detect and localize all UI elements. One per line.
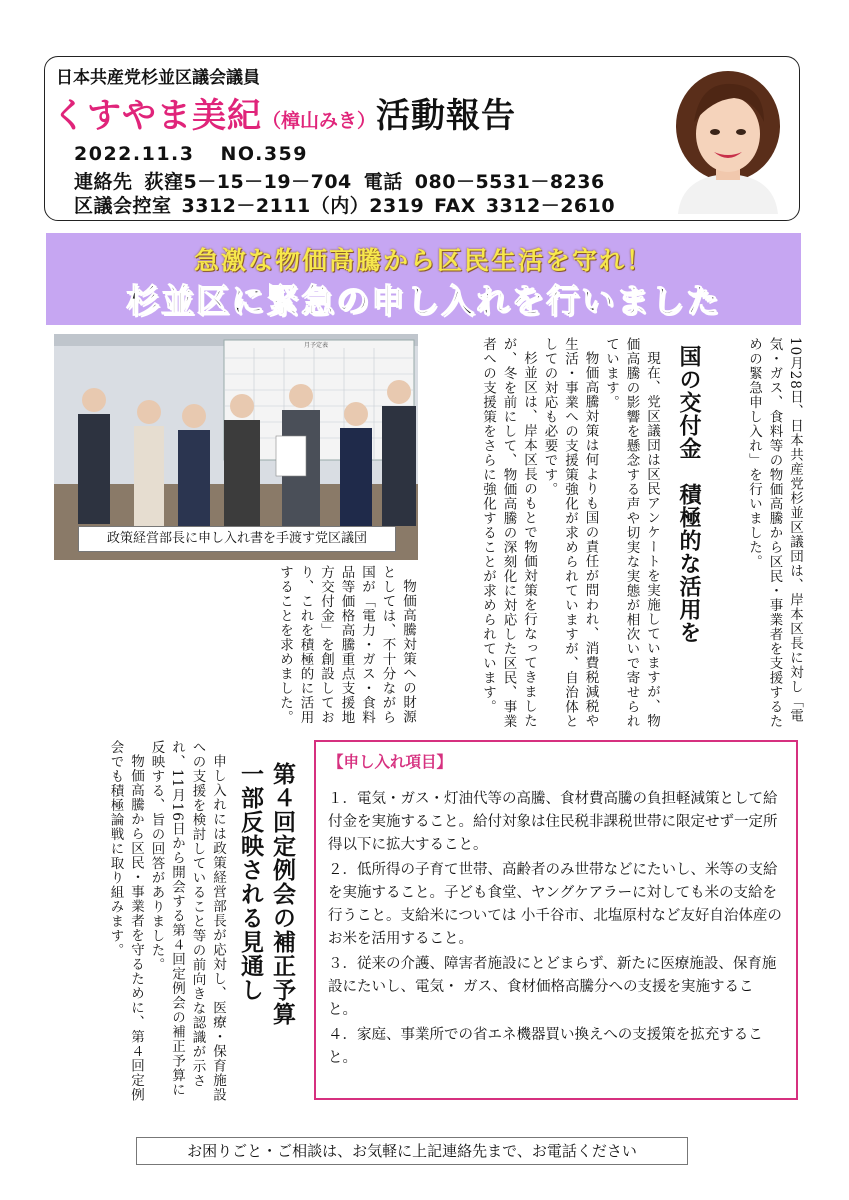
fax-number: 3312－2610 xyxy=(485,195,616,217)
issue-line xyxy=(74,143,334,165)
demand-item-1: １．電気・ガス・灯油代等の高騰、食材費高騰の負担軽減策として給付金を実施すること。給付対象は住民税非課税世帯に限定せず一定所得以下に拡大すること。 xyxy=(328,791,778,853)
banner-headline: 杉並区に緊急の申し入れを行いました xyxy=(126,281,721,320)
article1-intro xyxy=(705,337,805,729)
contact-line xyxy=(74,167,617,194)
issue-number: NO.359 xyxy=(220,143,308,165)
demand-item-2: ２．低所得の子育て世帯、高齢者のみ世帯などにたいし、米等の支給を実施すること。子ども食堂、ヤングケアラーに対しても米の支給を行うこと。支給米については 小千谷市、北塩原村など友好自治体産のお米を活用すること。 xyxy=(328,862,782,947)
phone-number: 080－5531－8236 xyxy=(414,171,605,193)
article2-heading-line-2: 一部反映される見通し xyxy=(237,762,263,1002)
banner-subheadline: 急激な物価高騰から区民生活を守れ！ xyxy=(193,246,653,275)
office-phone: 3312－2111（内）2319 xyxy=(181,195,425,217)
article2-heading xyxy=(230,762,298,1102)
office-label: 区議会控室 xyxy=(74,195,172,217)
footer-note: お困りごと・ご相談は、お気軽に上記連絡先まで、お電話ください xyxy=(136,1137,688,1165)
article1-body xyxy=(422,337,662,729)
office-line xyxy=(74,191,625,218)
contact-address: 荻窪5－15－19－704 xyxy=(144,171,352,193)
demands-title: 【申し入れ項目】 xyxy=(328,753,453,771)
article1-heading: 国の交付金 積極的な活用を xyxy=(676,345,701,644)
article1-body-continued xyxy=(54,565,418,729)
masthead-name: くすやま美紀 xyxy=(52,96,262,136)
photo-caption: 政策経営部長に申し入れ書を手渡す党区議団 xyxy=(78,526,396,552)
article1-paragraph-3: 杉並区は、岸本区長のもとで物価対策を行なってきましたが、冬を前にして、物価高騰の深刻化に対応した区民、事業者への支援策をさらに強化することが求められています。 xyxy=(480,337,537,729)
article2-paragraph-1: 申し入れには政策経営部長が応対し、医療・保育施設への支援を検討していること等の前向きな認識が示され、11月16日から開会する第４回定例会の補正予算に反映する、旨の回答がありました。 xyxy=(148,740,226,1102)
headline-banner xyxy=(46,233,801,325)
article2-paragraph-2: 物価高騰から区民・事業者を守るために、第４回定例会でも積極論戦に取り組みます。 xyxy=(107,740,144,1102)
demand-item-4: ４．家庭、事業所での省エネ機器買い換えへの支援策を拡充すること。 xyxy=(328,1027,763,1066)
issue-date: 2022.11.3 xyxy=(74,143,195,165)
article1-paragraph-2: 物価高騰対策は何よりも国の責任が問われ、消費税減税や生活・事業への支援策強化が求められていますが、自治体としての対応も必要です。 xyxy=(541,337,599,729)
fax-label: FAX xyxy=(434,195,476,217)
portrait-photo xyxy=(668,64,788,214)
demands-box xyxy=(314,740,798,1100)
article2-heading-line-1: 第４回定例会の補正予算 xyxy=(269,762,295,1026)
article1-paragraph-1: 現在、党区議団は区民アンケートを実施していますが、物価高騰の影響を懸念する声や切実な実態が相次いで寄せられています。 xyxy=(603,337,660,729)
masthead-title xyxy=(52,88,516,137)
article1-paragraph-4: 物価高騰対策への財源としては、不十分ながら国が「電力・ガス・食料品等価格高騰重点支援地方交付金」を創設しており、これを積極的に活用することを求めました。 xyxy=(277,565,416,725)
demand-item-3: ３．従来の介護、障害者施設にとどまらず、新たに医療施設、保育施設にたいし、電気・ ガス、食材価格高騰分への支援を実施すること。 xyxy=(328,956,777,1018)
article2-body xyxy=(62,740,228,1104)
contact-label: 連絡先 xyxy=(74,171,133,193)
petition-document xyxy=(276,436,306,476)
schedule-board-title: 月予定表 xyxy=(303,342,329,349)
article1-intro-text: 10月28日、日本共産党杉並区議団は、岸本区長に対し「電気・ガス、食料等の物価高騰から区民・事業者を支援するための緊急申し入れ」を行いました。 xyxy=(746,337,803,729)
masthead-report: 活動報告 xyxy=(376,96,517,136)
masthead-org: 日本共産党杉並区議会議員 xyxy=(56,68,260,88)
masthead-name-kana: （樟山みき） xyxy=(262,110,377,132)
phone-label: 電話 xyxy=(363,171,403,193)
